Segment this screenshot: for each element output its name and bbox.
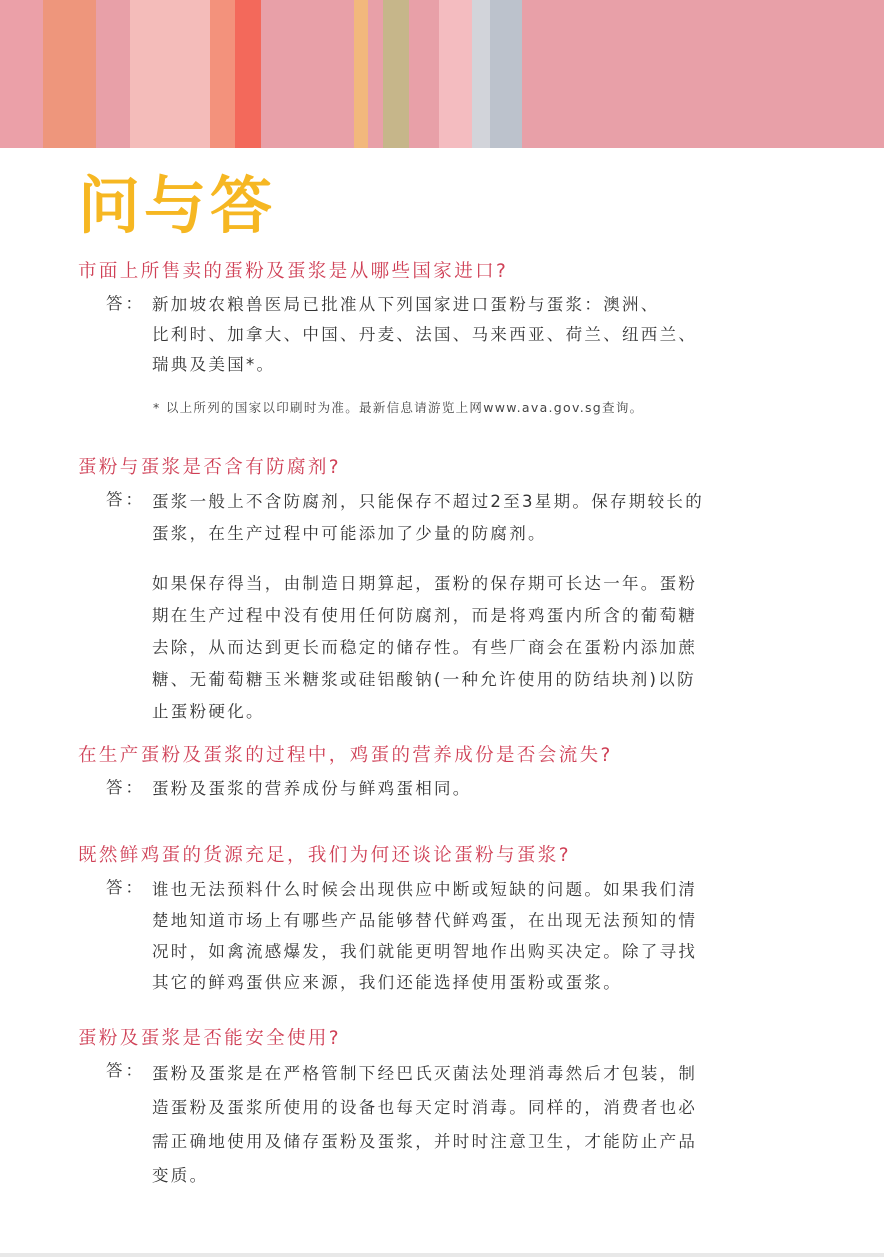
answer-label: 答： xyxy=(106,878,145,897)
answer-paragraph xyxy=(152,1057,818,1193)
question-heading: 蛋粉与蛋浆是否含有防腐剂? xyxy=(78,457,342,478)
answer-line: 去除，从而达到更长而稳定的储存性。有些厂商会在蛋粉内添加蔗 xyxy=(152,638,698,657)
header-stripe xyxy=(368,0,383,148)
answer-label: 答： xyxy=(106,778,145,797)
answer-line: 况时，如禽流感爆发，我们就能更明智地作出购买决定。除了寻找 xyxy=(152,942,698,961)
bottom-divider xyxy=(0,1253,884,1257)
answer-paragraph xyxy=(152,290,818,380)
answer-line: 蛋粉及蛋浆的营养成份与鲜鸡蛋相同。 xyxy=(152,779,472,798)
qa-section xyxy=(78,258,818,416)
answer-label: 答： xyxy=(106,294,145,313)
header-stripe xyxy=(383,0,409,148)
header-stripe xyxy=(354,0,368,148)
qa-section xyxy=(78,842,818,998)
answer-line: 其它的鲜鸡蛋供应来源，我们还能选择使用蛋粉或蛋浆。 xyxy=(152,973,622,992)
answer xyxy=(78,774,818,804)
header-stripe xyxy=(409,0,439,148)
answer-line: 变质。 xyxy=(152,1166,209,1185)
answer-line: 瑞典及美国*。 xyxy=(152,355,276,374)
header-stripes xyxy=(0,0,884,148)
answer-paragraph xyxy=(152,486,818,550)
answer-line: 蛋浆一般上不含防腐剂，只能保存不超过2至3星期。保存期较长的 xyxy=(152,492,704,511)
answer xyxy=(78,1057,818,1193)
answer-line: 如果保存得当，由制造日期算起，蛋粉的保存期可长达一年。蛋粉 xyxy=(152,574,698,593)
answer-paragraph xyxy=(152,774,818,804)
answer-paragraph xyxy=(152,568,818,728)
answer-line: 比利时、加拿大、中国、丹麦、法国、马来西亚、荷兰、纽西兰、 xyxy=(152,325,698,344)
question-heading: 市面上所售卖的蛋粉及蛋浆是从哪些国家进口? xyxy=(78,261,509,282)
header-stripe xyxy=(96,0,130,148)
header-stripe xyxy=(490,0,522,148)
answer-line: 止蛋粉硬化。 xyxy=(152,702,265,721)
answer xyxy=(78,486,818,728)
page-title: 问与答 xyxy=(78,169,277,242)
qa-section xyxy=(78,1025,818,1193)
question-heading: 既然鲜鸡蛋的货源充足，我们为何还谈论蛋粉与蛋浆? xyxy=(78,845,571,866)
header-stripe xyxy=(43,0,96,148)
question-heading: 在生产蛋粉及蛋浆的过程中，鸡蛋的营养成份是否会流失? xyxy=(78,745,613,766)
answer-line: 糖、无葡萄糖玉米糖浆或硅铝酸钠(一种允许使用的防结块剂)以防 xyxy=(152,670,696,689)
header-stripe xyxy=(261,0,354,148)
answer-paragraph xyxy=(152,874,818,998)
header-stripe xyxy=(210,0,235,148)
footnote: * 以上所列的国家以印刷时为准。最新信息请游览上网www.ava.gov.sg查询。 xyxy=(153,400,644,415)
answer-line: 谁也无法预料什么时候会出现供应中断或短缺的问题。如果我们清 xyxy=(152,880,698,899)
header-stripe xyxy=(472,0,490,148)
answer-line: 期在生产过程中没有使用任何防腐剂，而是将鸡蛋内所含的葡萄糖 xyxy=(152,606,698,625)
answer-label: 答： xyxy=(106,490,145,509)
answer-line: 需正确地使用及储存蛋粉及蛋浆，并时时注意卫生，才能防止产品 xyxy=(152,1132,698,1151)
answer xyxy=(78,874,818,998)
qa-section xyxy=(78,454,818,728)
answer-label: 答： xyxy=(106,1061,145,1080)
answer-line: 蛋浆，在生产过程中可能添加了少量的防腐剂。 xyxy=(152,524,547,543)
header-stripe xyxy=(130,0,210,148)
qa-section xyxy=(78,742,818,804)
header-stripe xyxy=(235,0,261,148)
header-stripe xyxy=(0,0,43,148)
header-stripe xyxy=(439,0,472,148)
answer-line: 蛋粉及蛋浆是在严格管制下经巴氏灭菌法处理消毒然后才包装，制 xyxy=(152,1064,698,1083)
header-stripe xyxy=(522,0,884,148)
answer-line: 新加坡农粮兽医局已批准从下列国家进口蛋粉与蛋浆：澳洲、 xyxy=(152,295,660,314)
question-heading: 蛋粉及蛋浆是否能安全使用? xyxy=(78,1028,342,1049)
answer-line: 造蛋粉及蛋浆所使用的设备也每天定时消毒。同样的，消费者也必 xyxy=(152,1098,698,1117)
answer-line: 楚地知道市场上有哪些产品能够替代鲜鸡蛋，在出现无法预知的情 xyxy=(152,911,698,930)
answer xyxy=(78,290,818,380)
